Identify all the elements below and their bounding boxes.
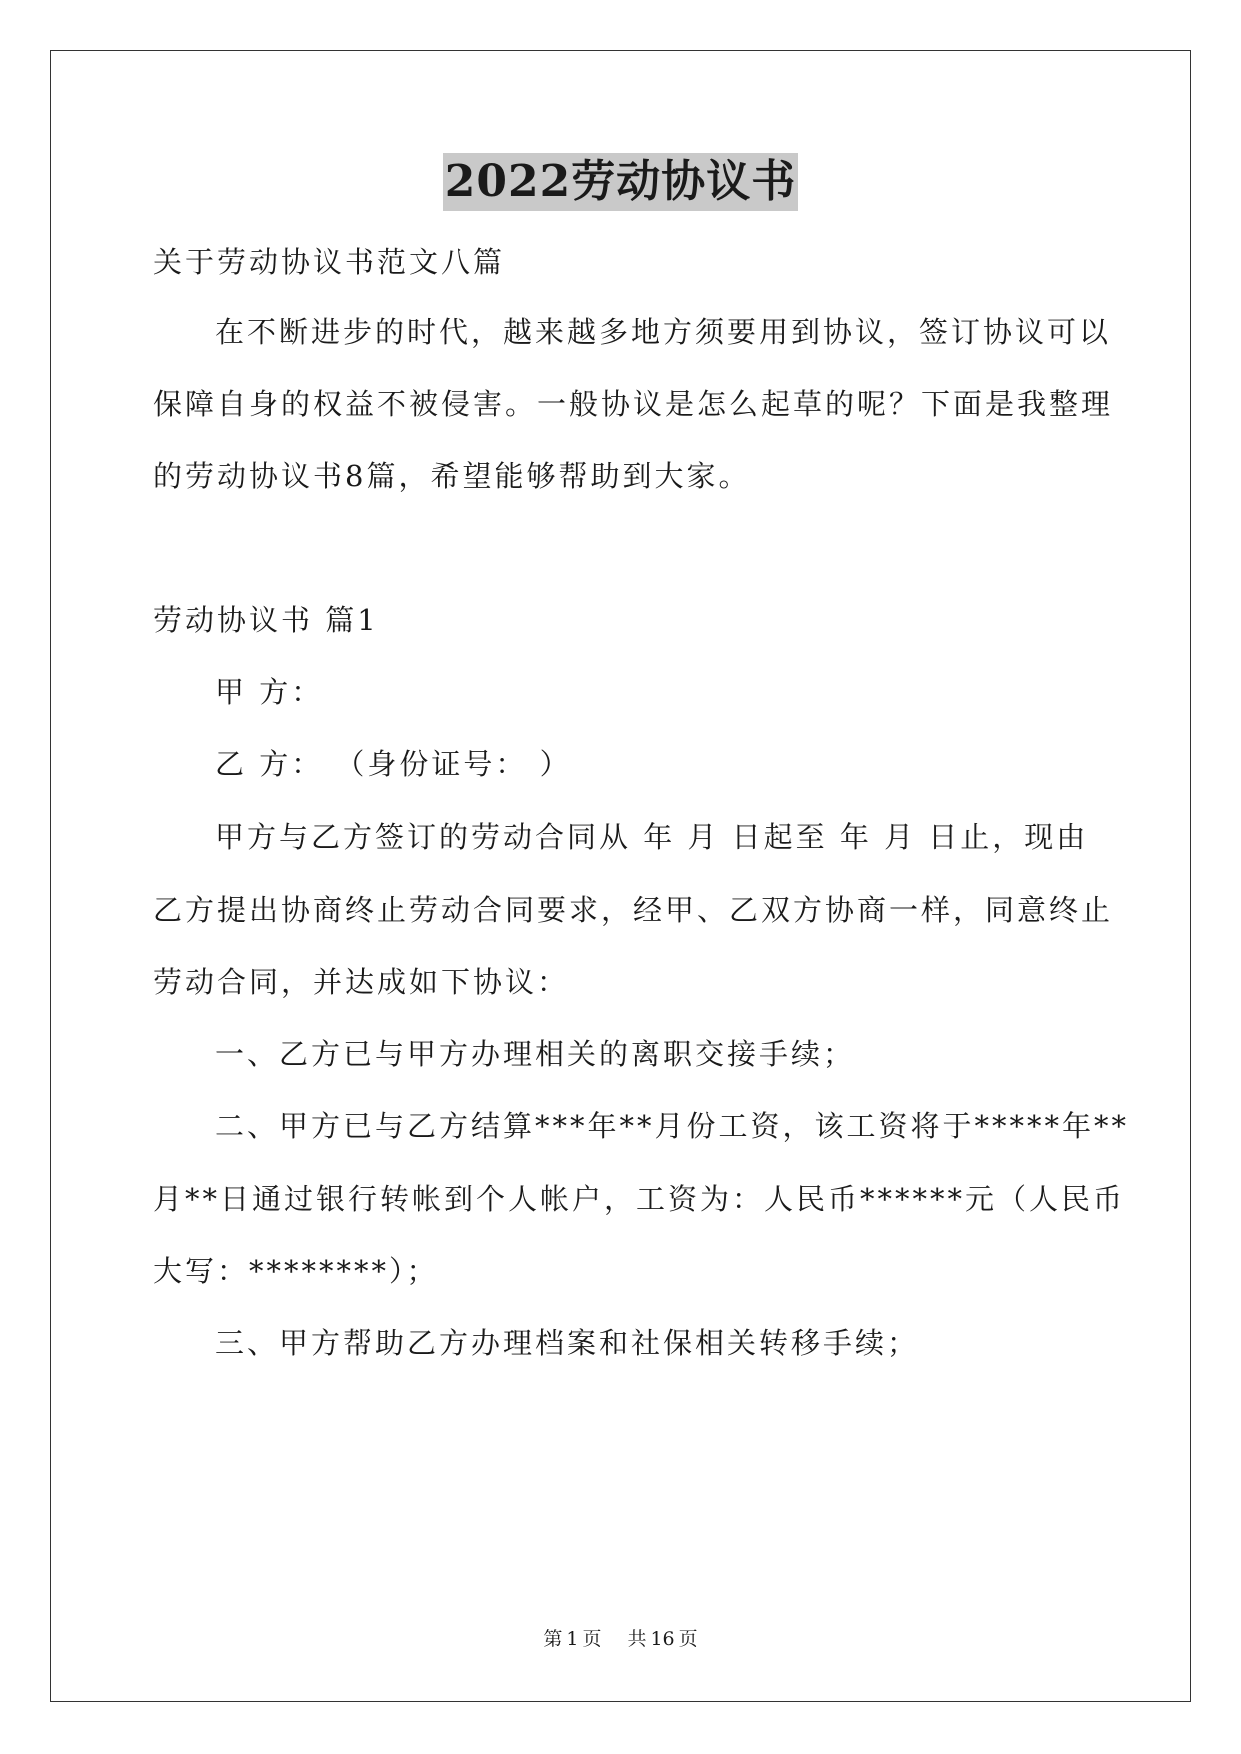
- total-pages: 16: [650, 1628, 675, 1650]
- document-subtitle: 关于劳动协议书范文八篇: [153, 245, 506, 279]
- intro-line-2: 保障自身的权益不被侵害。一般协议是怎么起草的呢？下面是我整理: [153, 387, 1114, 421]
- page-label-suffix: 页: [582, 1628, 602, 1650]
- title-container: [0, 153, 1241, 211]
- intro-line-1: 在不断进步的时代，越来越多地方须要用到协议，签订协议可以: [215, 315, 1112, 349]
- page-label-prefix: 第: [543, 1628, 563, 1650]
- clause-2-line-2: 月**日通过银行转帐到个人帐户，工资为：人民币******元（人民币: [153, 1182, 1126, 1216]
- total-prefix: 共: [627, 1628, 647, 1650]
- document-title: 2022劳动协议书: [443, 153, 798, 211]
- total-suffix: 页: [678, 1628, 698, 1650]
- clause-3: 三、甲方帮助乙方办理档案和社保相关转移手续；: [215, 1326, 920, 1360]
- clause-2-line-3: 大写：********）；: [153, 1254, 439, 1288]
- body-line-2: 乙方提出协商终止劳动合同要求，经甲、乙双方协商一样，同意终止: [153, 893, 1114, 927]
- party-b-line: 乙 方： （身份证号： ）: [215, 747, 572, 781]
- body-line-3: 劳动合同，并达成如下协议：: [153, 965, 570, 999]
- body-line-1: 甲方与乙方签订的劳动合同从 年 月 日起至 年 月 日止，现由: [215, 820, 1089, 854]
- clause-1: 一、乙方已与甲方办理相关的离职交接手续；: [215, 1037, 856, 1071]
- party-a-line: 甲 方：: [215, 675, 324, 709]
- page-footer: [0, 1627, 1241, 1651]
- clause-2-line-1: 二、甲方已与乙方结算***年**月份工资，该工资将于*****年**: [215, 1109, 1130, 1143]
- intro-line-3: 的劳动协议书8篇，希望能够帮助到大家。: [153, 459, 751, 493]
- page-number: 1: [566, 1628, 579, 1650]
- section-heading: 劳动协议书 篇1: [153, 603, 379, 637]
- page-border: [50, 50, 1191, 1702]
